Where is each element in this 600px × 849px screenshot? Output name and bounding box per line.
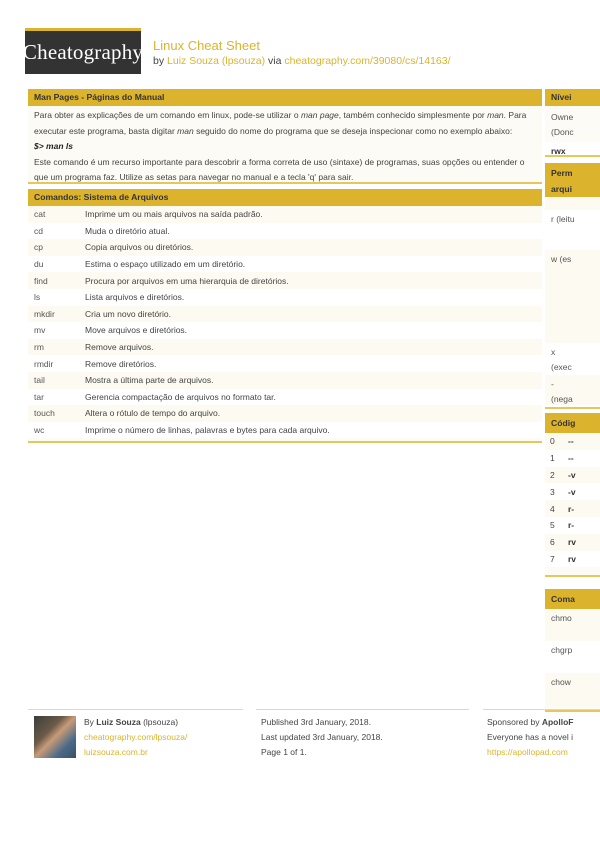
text: Perm (551, 168, 573, 178)
rwx-label: rwx (545, 142, 600, 157)
table-row (28, 206, 542, 223)
command-description: Remove arquivos. (85, 342, 154, 353)
profile-link[interactable]: cheatography.com/lpsouza/ (84, 732, 188, 742)
comandos-section (545, 589, 600, 712)
command-description: Estima o espaço utilizado em um diretório. (85, 259, 246, 270)
code-number: 3 (550, 486, 555, 497)
command-name: touch (34, 408, 55, 419)
command-name: cp (34, 242, 43, 253)
command-name: tail (34, 375, 45, 386)
table-row (28, 422, 542, 439)
command-description: Muda o diretório atual. (85, 225, 170, 236)
table-row (28, 322, 542, 339)
cmd-chmod: chmo (545, 609, 600, 641)
table-row (28, 372, 542, 389)
command-description: Cria um novo diretório. (85, 308, 171, 319)
table-row (28, 223, 542, 240)
by-prefix: by (153, 55, 165, 67)
text: . Para executar este programa, basta digitar (34, 110, 527, 136)
perm-none (545, 375, 600, 405)
table-row (28, 256, 542, 273)
command-table (28, 206, 542, 438)
code-value: r- (568, 520, 575, 531)
text: , também conhecido simplesmente por (338, 110, 488, 120)
text: (exec (551, 362, 572, 372)
table-row (28, 289, 542, 306)
sponsor-link[interactable]: https://apollopad.com (487, 747, 568, 757)
section-title: Comandos: Sistema de Arquivos (28, 189, 542, 206)
sheet-title: Linux Cheat Sheet (153, 38, 260, 53)
section-title: Coma (545, 589, 600, 609)
page-number: Page 1 of 1. (261, 747, 307, 757)
text: By (84, 717, 94, 727)
command-name: mv (34, 325, 46, 336)
code-value: -- (568, 436, 574, 447)
byline (153, 55, 451, 67)
code-value: -- (568, 453, 574, 464)
text: Sponsored by (487, 717, 540, 727)
code-number: 1 (550, 453, 555, 464)
emphasis: man (177, 125, 194, 136)
via-text: via (268, 55, 282, 67)
code-number: 0 (550, 436, 555, 447)
man-pages-section (28, 89, 542, 184)
code-number: 5 (550, 520, 555, 531)
spacer-row (545, 197, 600, 210)
code-table (545, 433, 600, 567)
code-value: rv (568, 537, 577, 548)
footer-divider (28, 709, 243, 710)
text: (nega (551, 394, 573, 404)
author-link[interactable]: Luiz Souza (lpsouza) (167, 55, 266, 67)
perm-x (545, 343, 600, 375)
published-date: Published 3rd January, 2018. (261, 717, 371, 727)
command-description: Lista arquivos e diretórios. (85, 292, 185, 303)
command-description: Imprime um ou mais arquivos na saída padrão. (85, 209, 263, 220)
table-row (28, 339, 542, 356)
codigo-section (545, 413, 600, 577)
text: Este comando é um recurso importante para descobrir a forma correta de uso (sintaxe) de programas, suas opções ou entender o que um programa faz. Utilize as setas para navegar no manual e a tecla 'q' para sair. (34, 156, 525, 182)
table-row (28, 239, 542, 256)
emphasis: man page (300, 110, 339, 120)
command-description: Move arquivos e diretórios. (85, 325, 188, 336)
section-title (545, 163, 600, 197)
updated-date: Last updated 3rd January, 2018. (261, 732, 383, 742)
table-row (545, 551, 600, 568)
command-description: Altera o rótulo de tempo do arquivo. (85, 408, 221, 419)
permissions-section (545, 163, 600, 409)
code-value: -v (568, 486, 576, 497)
code-number: 6 (550, 537, 555, 548)
text: Para obter as explicações de um comando em linux, pode-se utilizar o (34, 110, 301, 120)
sponsor-tagline: Everyone has a novel i (487, 732, 573, 742)
code-value: r- (568, 503, 575, 514)
sponsor-info (487, 715, 573, 760)
command-name: ls (34, 292, 41, 303)
cmd-chown: chow (545, 673, 600, 706)
code-value: -v (568, 469, 576, 480)
author-name: Luiz Souza (96, 717, 141, 727)
command-name: wc (34, 425, 45, 436)
text: seguido do nome do programa que se deseja inspecionar como no exemplo abaixo: (193, 125, 513, 136)
command-description: Gerencia compactação de arquivos no formato tar. (85, 391, 276, 402)
code-number: 7 (550, 553, 555, 564)
owner-label (545, 106, 600, 142)
filesystem-commands-section (28, 189, 542, 443)
command-name: rmdir (34, 358, 54, 369)
code-example: $> man ls (34, 141, 73, 151)
section-title: Man Pages - Páginas do Manual (28, 89, 542, 106)
command-name: du (34, 259, 44, 270)
command-name: tar (34, 391, 44, 402)
command-description: Copia arquivos ou diretórios. (85, 242, 194, 253)
author-info (84, 715, 187, 760)
website-link[interactable]: luizsouza.com.br (84, 747, 148, 757)
table-row (28, 306, 542, 323)
code-number: 4 (550, 503, 555, 514)
text: Owne (551, 112, 574, 122)
perm-r: r (leitu (545, 210, 600, 250)
table-row (28, 389, 542, 406)
author-avatar (34, 716, 76, 758)
emphasis: man (487, 110, 504, 120)
table-row (28, 405, 542, 422)
section-title: Nívei (545, 89, 600, 106)
section-title: Códig (545, 413, 600, 433)
table-row (545, 467, 600, 484)
footer-divider (483, 709, 600, 710)
cheatography-logo[interactable]: Cheatography (25, 28, 141, 74)
command-name: mkdir (34, 308, 55, 319)
sheet-url-link[interactable]: cheatography.com/39080/cs/14163/ (284, 55, 451, 67)
sponsor-name: ApolloF (541, 717, 574, 727)
code-number: 2 (550, 469, 555, 480)
table-row (545, 534, 600, 551)
table-row (28, 355, 542, 372)
command-name: rm (34, 342, 44, 353)
publish-info (261, 715, 383, 760)
command-name: cd (34, 225, 43, 236)
table-row (545, 500, 600, 517)
perm-w: w (es (545, 250, 600, 343)
table-row (545, 433, 600, 450)
command-description: Imprime o número de linhas, palavras e bytes para cada arquivo. (85, 425, 330, 436)
command-description: Remove diretórios. (85, 358, 157, 369)
table-row (545, 483, 600, 500)
table-row (28, 272, 542, 289)
command-name: cat (34, 209, 46, 220)
text: (Donc (551, 127, 574, 137)
niveis-section (545, 89, 600, 157)
table-row (545, 517, 600, 534)
cmd-chgrp: chgrp (545, 641, 600, 673)
command-name: find (34, 275, 48, 286)
text: - (551, 379, 554, 389)
man-pages-paragraph (28, 106, 542, 184)
author-handle: (lpsouza) (143, 717, 179, 727)
footer-divider (256, 709, 469, 710)
text: arqui (551, 184, 573, 194)
command-description: Procura por arquivos em uma hierarquia de diretórios. (85, 275, 289, 286)
text: x (551, 347, 556, 357)
code-value: rv (568, 553, 577, 564)
command-description: Mostra a última parte de arquivos. (85, 375, 214, 386)
table-row (545, 450, 600, 467)
